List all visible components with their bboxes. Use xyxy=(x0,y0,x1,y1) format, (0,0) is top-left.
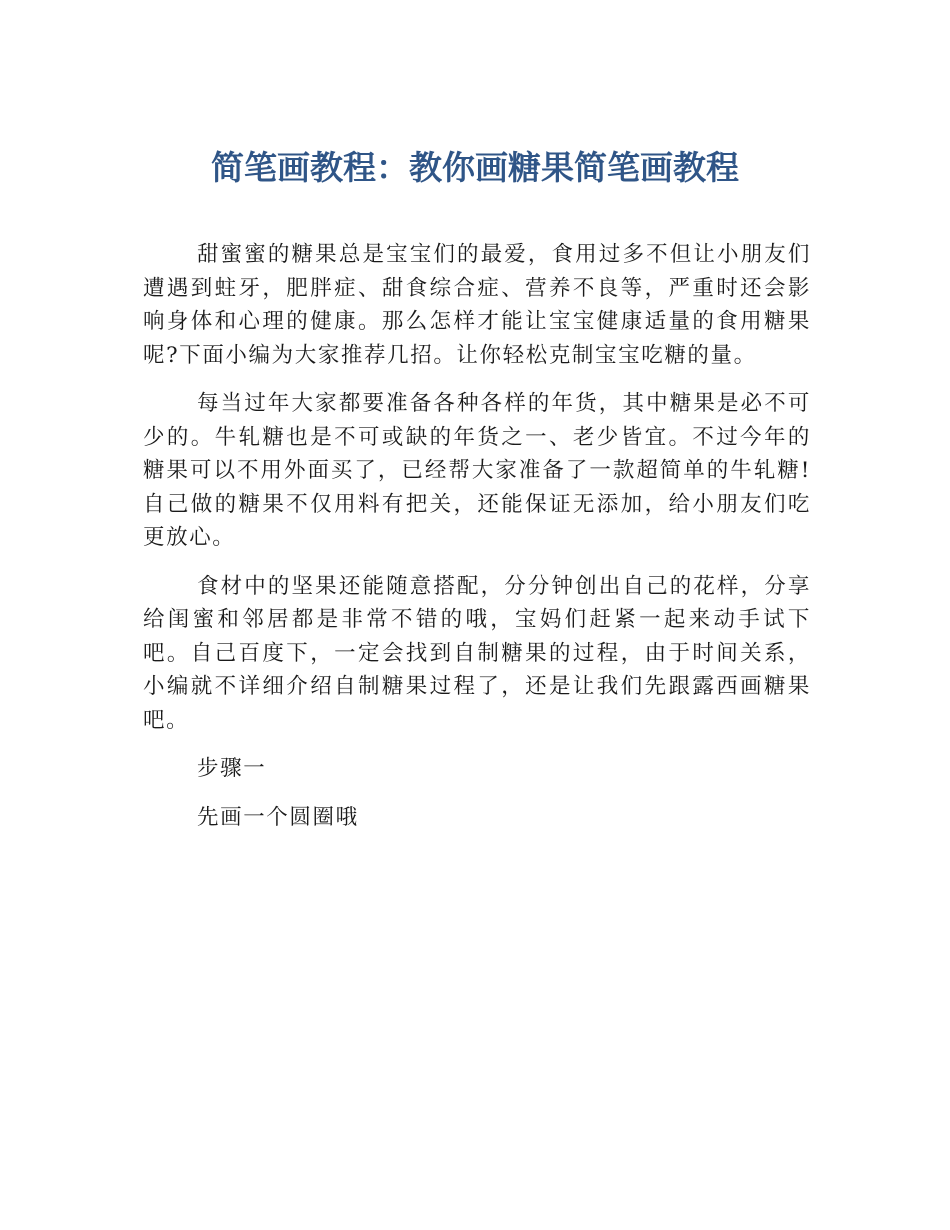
step-heading: 步骤一 xyxy=(197,756,267,781)
paragraph-intro: 甜蜜蜜的糖果总是宝宝们的最爱，食用过多不但让小朋友们遭遇到蛀牙，肥胖症、甜食综合症、营养不良等，严重时还会影响身体和心理的健康。那么怎样才能让宝宝健康适量的食用糖果呢?下面小编为大家推荐几招。让你轻松克制宝宝吃糖的量。 xyxy=(143,242,811,368)
step-instruction: 先画一个圆圈哦 xyxy=(197,804,359,830)
document-body xyxy=(143,238,811,849)
paragraph-nuts-and-drawing: 食材中的坚果还能随意搭配，分分钟创出自己的花样，分享给闺蜜和邻居都是非常不错的哦，宝妈们赶紧一起来动手试下吧。自己百度下，一定会找到自制糖果的过程，由于时间关系，小编就不详细介绍自制糖果过程了，还是让我们先跟露西画糖果吧。 xyxy=(143,573,811,733)
paragraph-new-year-candy: 每当过年大家都要准备各种各样的年货，其中糖果是必不可少的。牛轧糖也是不可或缺的年货之一、老少皆宜。不过今年的糖果可以不用外面买了，已经帮大家准备了一款超简单的牛轧糖!自己做的糖果不仅用料有把关，还能保证无添加，给小朋友们吃更放心。 xyxy=(143,391,811,550)
document-title: 简笔画教程：教你画糖果简笔画教程 xyxy=(211,148,739,187)
